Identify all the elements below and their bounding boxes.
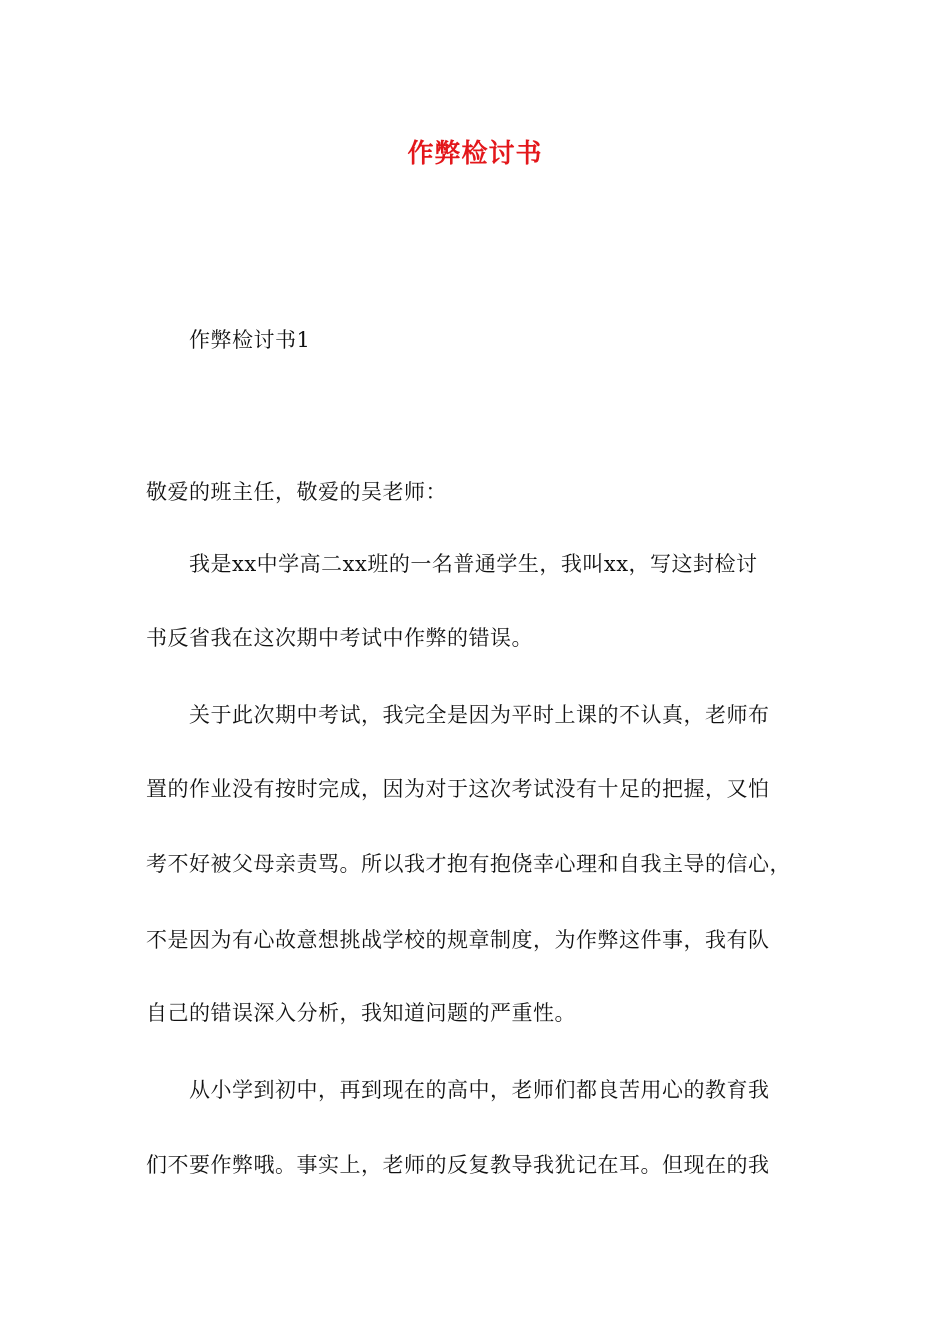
document-title: 作弊检讨书 [407,139,543,169]
section-heading: 作弊检讨书1 [189,328,311,352]
salutation: 敬爱的班主任，敬爱的吴老师： [146,480,447,504]
paragraph-2-line-4: 不是因为有心故意想挑战学校的规章制度，为作弊这件事，我有队 [146,928,770,952]
paragraph-1-line-1: 我是xx中学高二xx班的一名普通学生，我叫xx，写这封检讨 [189,552,758,576]
paragraph-3-line-1: 从小学到初中，再到现在的高中，老师们都良苦用心的教育我 [189,1078,770,1102]
paragraph-2-line-5: 自己的错误深入分析，我知道问题的严重性。 [146,1001,576,1025]
paragraph-2-line-1: 关于此次期中考试，我完全是因为平时上课的不认真，老师布 [189,703,770,727]
paragraph-3-line-2: 们不要作弊哦。事实上，老师的反复教导我犹记在耳。但现在的我 [146,1153,770,1177]
paragraph-2-line-3: 考不好被父母亲责骂。所以我才抱有抱侥幸心理和自我主导的信心， [146,852,791,876]
paragraph-1-line-2: 书反省我在这次期中考试中作弊的错误。 [146,626,533,650]
paragraph-2-line-2: 置的作业没有按时完成，因为对于这次考试没有十足的把握，又怕 [146,777,770,801]
